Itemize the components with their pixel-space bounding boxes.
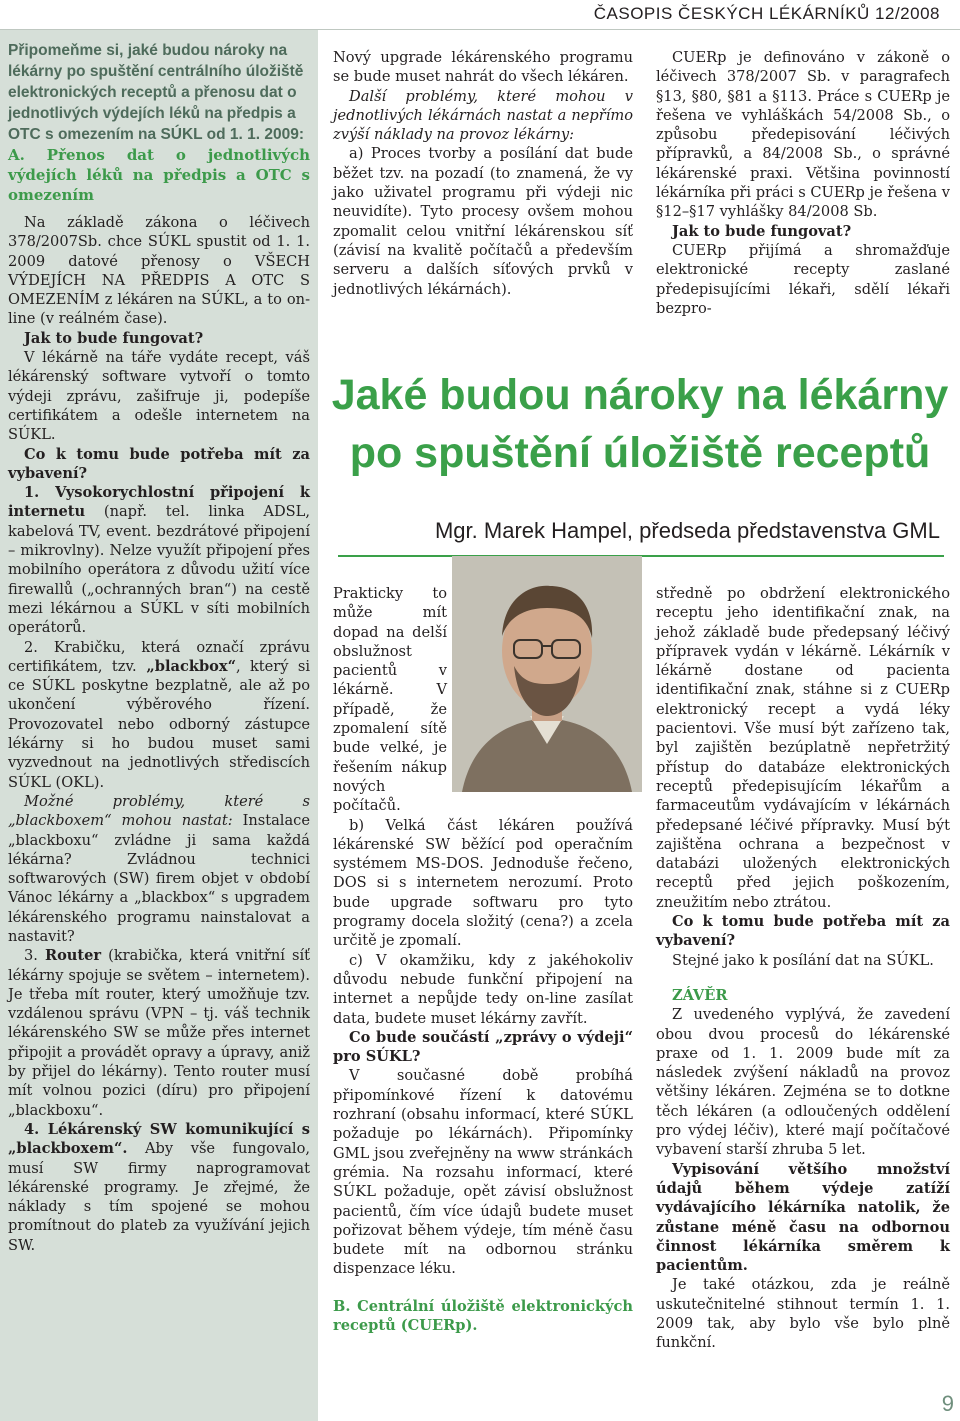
- intro-text: Připomeňme si, jaké budou nároky na lékárny po spuštění centrálního úložiště elektronických receptů a přenosu dat o jednotlivých výdejích léků na předpis a OTC s omezením na SÚKL od 1. 1. 2009:: [8, 42, 305, 143]
- conclusion-last-paragraph: Je také otázkou, zda je reálně uskutečnitelné stihnout termín 1. 1. 2009 tak, aby bylo vše bylo plně funkční.: [656, 1276, 950, 1352]
- item-2: [8, 638, 310, 792]
- item-4: [8, 1120, 310, 1255]
- item-4-bold: 4. Lékárenský SW komunikující s „blackboxem“.: [8, 1120, 310, 1158]
- headline-line-2: po spuštění úložiště receptů: [349, 429, 931, 477]
- blackbox-problems: [8, 792, 310, 946]
- left-paragraph-2: V lékárně na táře vydáte recept, váš lékárenský software vytvoří o tomto výdeji zprávu, zašifruje ji, podepíše certifikátem a odešle internetem na SÚKL.: [8, 349, 310, 444]
- article-headline: [330, 366, 950, 482]
- conclusion-heading: ZÁVĚR: [672, 986, 728, 1004]
- middle-item-b: b) Velká část lékáren používá lékárenské SW běžící pod operačním systémem MS-DOS. Jednoduše řečeno, DOS si s internetem nerozumí. Proto bude upgrade softwaru pro tyto programy docela složitý (cena?) a zcela určitě je zpomalí.: [333, 816, 633, 950]
- conclusion-bold-paragraph: Vypisování většího množství údajů během výdeje zatíží vydávajícího lékárníka natolik, že zůstane méně času na odbornou činnost lékárníka směrem k pacientům.: [656, 1160, 950, 1275]
- conclusion-paragraph: Z uvedeného vyplývá, že zavedení obou dvou procesů do lékárenské praxe od 1. 1. 2009 bude mít za následek zvýšení nákladů na provoz většiny lékáren. Zejména se to dotkne těch lékáren (a odloučených oddělení pro výdej léčiv), které mají počítačové vybavení starší zhruba 5 let.: [656, 1006, 950, 1159]
- right-top-column: [656, 48, 950, 318]
- middle-item-c: c) V okamžiku, kdy z jakéhokoliv důvodu nebude funkční připojení na internet a nepůjde tedy on-line zasílat data, budete muset lékárny zavřít.: [333, 951, 633, 1027]
- journal-header: ČASOPIS ČESKÝCH LÉKÁRNÍKŮ 12/2008: [593, 4, 940, 23]
- left-column: [8, 40, 310, 1255]
- item-1-heading: 1. Vysokorychlostní připojení k internetu: [8, 484, 310, 521]
- item-3-text: (krabička, která vnitřní síť lékárny spojuje se světem – internetem). Je třeba mít router, který umožňuje tzv. vzdálenou správu (VPN – tj. váš technik lékárenského SW se může přes internet připojit a provádět opravy a úpravy, aniž by přijel do lékárny). Tento router musí mít volnou pozici (díru) pro připojení „blackboxu“.: [8, 947, 310, 1119]
- middle-bottom-intro: Prakticky to může mít dopad na delší obslužnost pacientů v lékárně. V případě, že zpomalení sítě bude velké, je řešením nákup nových počítačů.: [333, 585, 447, 815]
- item-3: [8, 946, 310, 1120]
- item-2-text: 2. Krabičku, která označí zprávu certifikátem, tzv.: [8, 638, 310, 675]
- right-bottom-answer: Stejné jako k posílání dat na SÚKL.: [672, 951, 934, 969]
- middle-question-report: Co bude součástí „zprávy o výdeji“ pro SÚKL?: [333, 1028, 633, 1066]
- right-paragraph-1: CUERp je definováno v zákoně o léčivech 378/2007 Sb. v paragrafech §13, §80, §81 a §113. Práce s CUERp je řešena ve vyhláškách 54/2008 Sb., o způsobu předepisování léčivých přípravků, a 84/2008 Sb., o správné lékárenské praxi. Většina povinností lékárníka při práci s CUERp je řešena v §12–§17 vyhlášky 84/2008 Sb.: [656, 49, 950, 221]
- right-bottom-question: Co k tomu bude potřeba mít za vybavení?: [656, 913, 950, 950]
- middle-problems-title: Další problémy, které mohou v jednotlivých lékárnách nastat a nepřímo zvýší náklady na provoz lékárny:: [333, 87, 633, 144]
- item-2-bold: „blackbox“: [136, 657, 236, 675]
- left-paragraph-1: Na základě zákona o léčivech 378/2007Sb. chce SÚKL spustit od 1. 1. 2009 datové přenosy o VŠECH VÝDEJÍCH NA PŘEDPIS A OTC S OMEZENÍM z lékáren na SÚKL, a to on-line (v reálném čase).: [8, 214, 310, 328]
- item-1-text: (např. tel. linka ADSL, kabelová TV, event. bezdrátové připojení – mikrovlny). Nelze využít připojení přes mobilního operátora z důvodu užití více firewallů („ochranných bran“) na cestě mezi lékárnou a SÚKL v síti mobilních operátorů.: [8, 503, 310, 637]
- item-1: [8, 483, 310, 637]
- item-3-bold: Router: [44, 947, 102, 965]
- middle-paragraph-1: Nový upgrade lékárenského programu se bude muset nahrát do všech lékáren.: [333, 49, 633, 86]
- headline-line-1: Jaké budou nároky na lékárny: [331, 371, 949, 419]
- section-a-heading: A. Přenos dat o jednotlivých výdejích léků na předpis a OTC s omezením: [8, 146, 310, 204]
- page-number: 9: [941, 1391, 954, 1416]
- middle-bottom-column: [333, 584, 633, 1335]
- item-4-text: Aby vše fungovalo, musí SW firmy naprogramovat lékárenské programy. Je zřejmé, že náklady s tím spojené se mohou promítnout do plateb za využívání jejich SW.: [8, 1140, 310, 1254]
- item-2-rest: , který si ce SÚKL poskytne bezplatně, ale až po ukončení výběrového řízení. Provozovatel nebo odborný zástupce lékárny si ho budou muset sami vyzvednout na jednotlivých střediscích SÚKL (OKL).: [8, 657, 310, 791]
- middle-top-column: [333, 48, 633, 299]
- byline: Mgr. Marek Hampel, předseda představenstva GML: [434, 518, 940, 543]
- blackbox-problems-title: Možné problémy, které s „blackboxem“ mohou nastat:: [8, 792, 310, 830]
- item-3-prefix: 3.: [24, 947, 45, 965]
- middle-item-a: a) Proces tvorby a posílání dat bude běžet tzv. na pozadí (to znamená, že vy jako uživatel programu při výdeji nic neuvidíte). Tyto procesy ovšem mohou zpomalit celou vnitřní lékárenskou síť (závisí na kvalitě počítačů a především serveru a dalších síťových prvků v jednotlivých lékárnách).: [333, 145, 633, 298]
- right-bottom-paragraph-1: středně po obdržení elektronického receptu jeho identifikační znak, na jehož základě bude předepsaný léčivý přípravek vydán v lékárně. Lékárník v lékárně dostane od pacienta identifikační znak, stáhne si z CUERp elektronický recept a vydá léky pacientovi. Vše musí být zařízeno tak, byl zajištěn bezúplatně nepřetržitý přístup do databáze elektronických receptů předepisujícím lékařům a farmaceutům vydávajícím v lékárnách předepsané léčivé přípravky. Musí být zajištěna ochrana a bezpečnost v databázi uložených elektronických receptů před jejich poškozením, zneužitím nebo ztrátou.: [656, 585, 950, 911]
- question-how-it-works: Jak to bude fungovat?: [24, 329, 204, 347]
- blackbox-problems-text: Instalace „blackboxu“ zvládne ji sama každá lékárna? Zvládnou technici softwarových (SW) firem objet v období Vánoc lékárny a „blackbox“ s upgradem lékárenského programu nainstalovat a nastavit?: [8, 812, 310, 945]
- section-b-heading: B. Centrální úložiště elektronických receptů (CUERp).: [333, 1297, 633, 1334]
- question-equipment: Co k tomu bude potřeba mít za vybavení?: [8, 445, 310, 482]
- right-question: Jak to bude fungovat?: [672, 222, 852, 240]
- right-paragraph-2: CUERp přijímá a shromažďuje elektronické recepty zaslané předepisujícími lékaři, sdělí lékaři bezpro-: [656, 241, 950, 317]
- middle-paragraph-report: V současné době probíhá připomínkové řízení k datovému rozhraní (obsahu informací, které SÚKL požaduje po lékárnách). Připomínky GML jsou zveřejněny na www stránkách grémia. Na rozsahu informací, které SÚKL požaduje, opět závisí obslužnost pacientů, čím více údajů budete muset pořizovat během výdeje, tím méně času budete mít na odbornou stránku dispenzace léku.: [333, 1067, 633, 1278]
- right-bottom-column: [656, 584, 950, 1353]
